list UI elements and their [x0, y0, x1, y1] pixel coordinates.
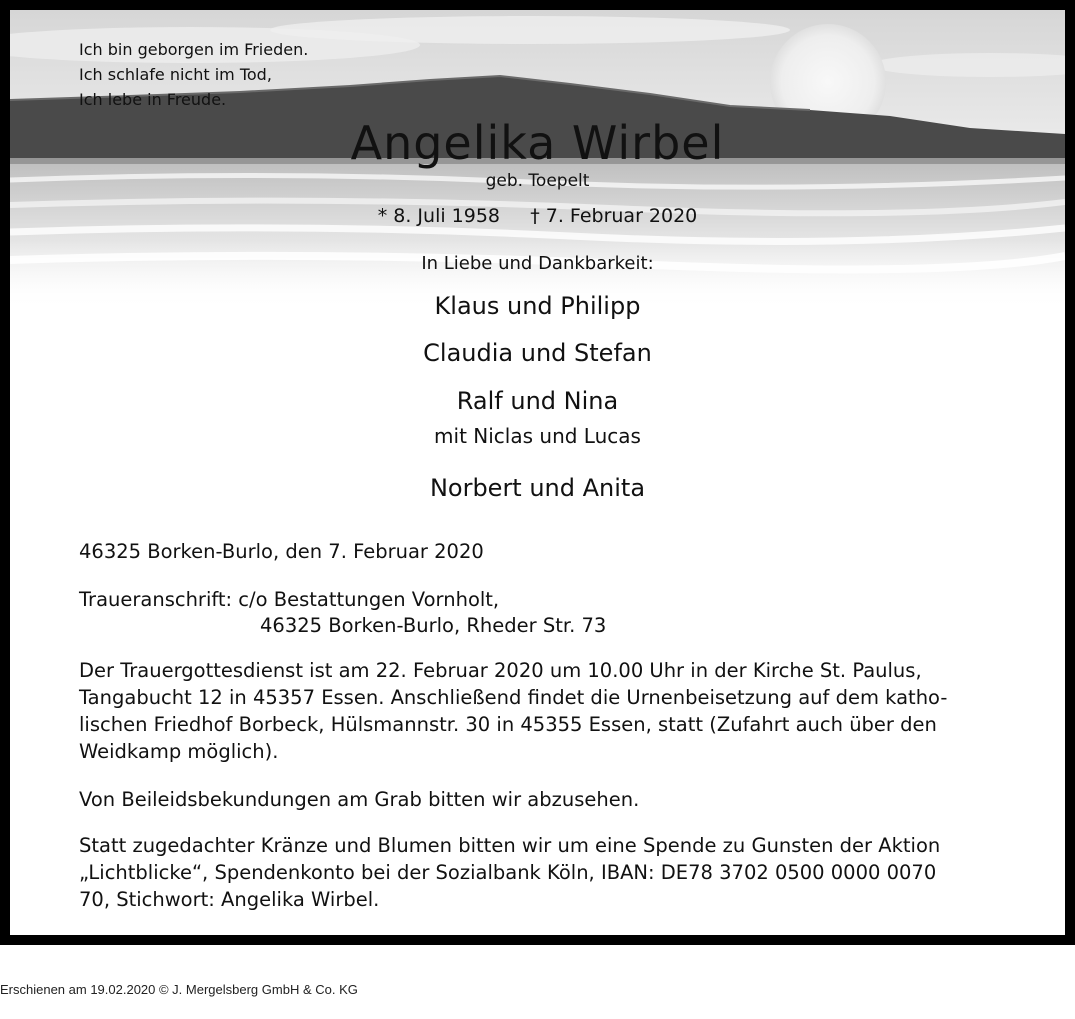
- place-date: 46325 Borken-Burlo, den 7. Februar 2020: [79, 540, 484, 563]
- life-dates: * 8. Juli 1958 † 7. Februar 2020: [377, 205, 698, 227]
- verse-line-1: Ich bin geborgen im Frieden.: [79, 40, 309, 59]
- address-line-2: 46325 Borken-Burlo, Rheder Str. 73: [260, 614, 607, 637]
- donation-line-1: Statt zugedachter Kränze und Blumen bitten wir um eine Spende zu Gunsten der Aktion: [79, 834, 941, 857]
- donation-line-3: 70, Stichwort: Angelika Wirbel.: [79, 888, 380, 911]
- publication-footer: Erschienen am 19.02.2020 © J. Mergelsberg GmbH & Co. KG: [0, 982, 358, 997]
- family-line-3: Ralf und Nina: [456, 387, 619, 415]
- family-line-4: Norbert und Anita: [429, 474, 646, 502]
- family-line-2: Claudia und Stefan: [423, 339, 652, 367]
- family-line-1: Klaus und Philipp: [434, 292, 641, 320]
- birth-name: geb. Toepelt: [485, 171, 590, 191]
- service-line-2: Tangabucht 12 in 45357 Essen. Anschließend findet die Urnenbeisetzung auf dem katho-: [79, 686, 948, 709]
- service-line-4: Weidkamp möglich).: [79, 740, 279, 763]
- verse-line-2: Ich schlafe nicht im Tod,: [79, 65, 272, 84]
- address-line-1: Traueranschrift: c/o Bestattungen Vornholt,: [79, 588, 500, 611]
- death-notice-card: [10, 10, 1065, 935]
- deceased-name: Angelika Wirbel: [350, 116, 725, 170]
- dedication-line: In Liebe und Dankbarkeit:: [421, 253, 654, 274]
- condolence-note: Von Beileidsbekundungen am Grab bitten wir abzusehen.: [79, 788, 640, 811]
- donation-line-2: „Lichtblicke“, Spendenkonto bei der Sozialbank Köln, IBAN: DE78 3702 0500 0000 0070: [79, 861, 937, 884]
- verse-line-3: Ich lebe in Freude.: [79, 90, 227, 109]
- service-line-1: Der Trauergottesdienst ist am 22. Februar 2020 um 10.00 Uhr in der Kirche St. Paulus,: [79, 659, 922, 682]
- service-line-3: lischen Friedhof Borbeck, Hülsmannstr. 30 in 45355 Essen, statt (Zufahrt auch über den: [79, 713, 937, 736]
- family-line-3-sub: mit Niclas und Lucas: [434, 424, 641, 448]
